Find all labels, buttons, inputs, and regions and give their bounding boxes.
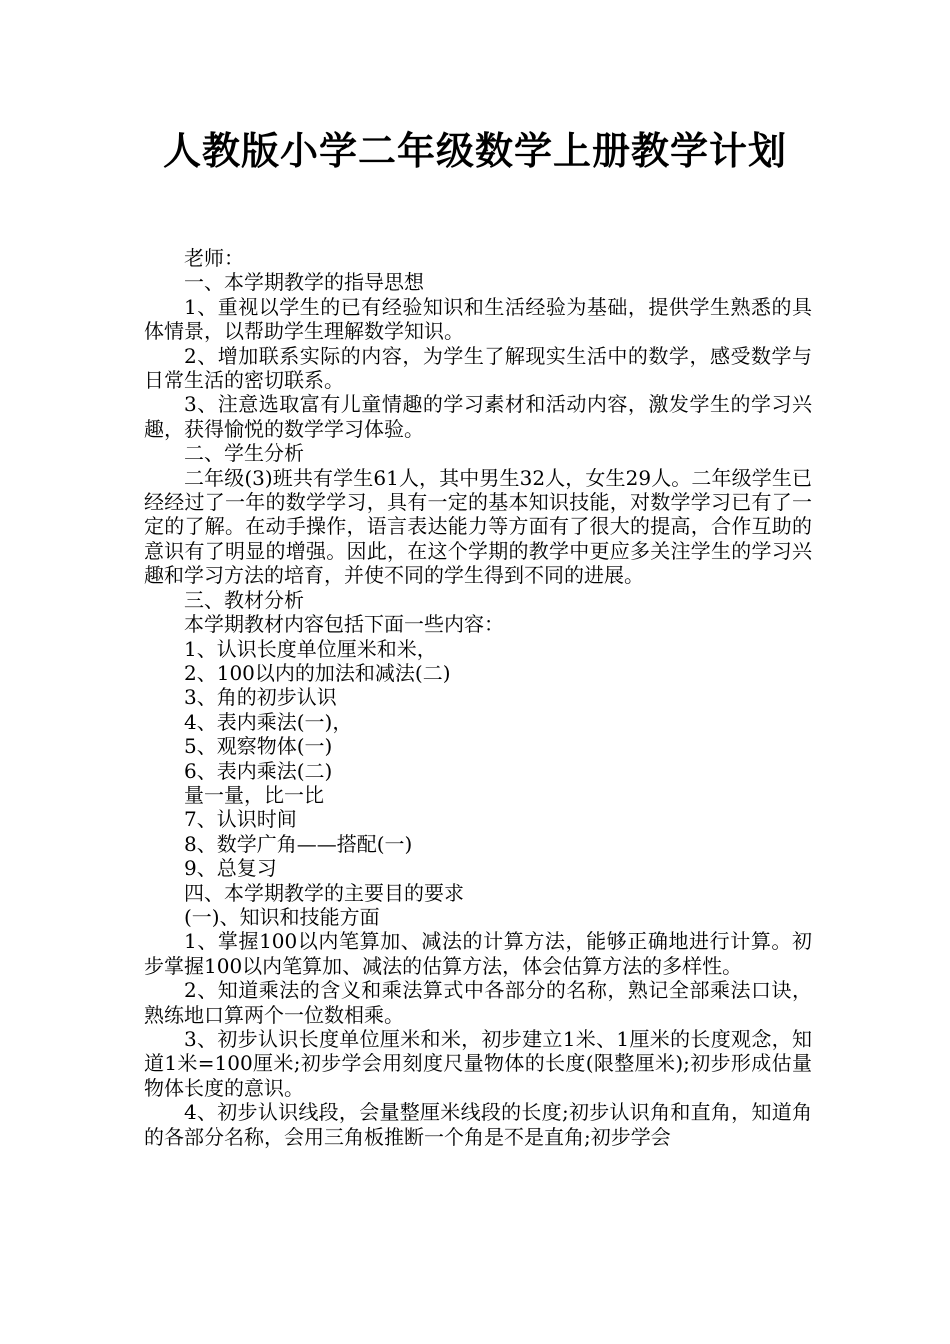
list-item: 9、总复习 (184, 856, 277, 881)
list-item: 4、表内乘法(一)， (184, 709, 353, 734)
list-item: 量一量，比一比 (184, 782, 324, 807)
list-item: 2、100以内的加法和减法(二) (184, 660, 451, 685)
section-heading: 二、学生分析 (184, 441, 304, 466)
body-paragraph: 2、增加联系实际的内容，为学生了解现实生活中的数学，感受数学与日常生活的密切联系。 (144, 343, 812, 393)
body-paragraph: 1、重视以学生的已有经验知识和生活经验为基础，提供学生熟悉的具体情景，以帮助学生理解数学知识。 (144, 294, 812, 344)
subsection-heading: (一)、知识和技能方面 (184, 904, 380, 929)
list-item: 7、认识时间 (184, 807, 297, 832)
section-heading: 四、本学期教学的主要目的要求 (184, 880, 464, 905)
list-item: 5、观察物体(一) (184, 734, 333, 759)
list-item: 1、认识长度单位厘米和米， (184, 636, 437, 661)
body-paragraph: 3、初步认识长度单位厘米和米，初步建立1米、1厘米的长度观念，知道1米=100厘米;初步学会用刻度尺量物体的长度(限整厘米);初步形成估量物体长度的意识。 (144, 1027, 812, 1100)
document-body (144, 246, 812, 1149)
document-title: 人教版小学二年级数学上册教学计划 (162, 128, 787, 173)
body-paragraph: 2、知道乘法的含义和乘法算式中各部分的名称，熟记全部乘法口诀，熟练地口算两个一位数相乘。 (144, 978, 812, 1027)
section-heading: 一、本学期教学的指导思想 (184, 270, 424, 295)
body-paragraph: 二年级(3)班共有学生61人，其中男生32人，女生29人。二年级学生已经经过了一年的数学学习，具有一定的基本知识技能，对数学学习已有了一定的了解。在动手操作，语言表达能力等方面有了很大的提高，合作互助的意识有了明显的增强。因此，在这个学期的教学中更应多关注学生的学习兴趣和学习方法的培育，并使不同的学生得到不同的进展。 (144, 465, 812, 588)
list-item: 8、数学广角——搭配(一) (184, 831, 413, 856)
section-heading: 三、教材分析 (184, 587, 304, 612)
body-paragraph: 3、注意选取富有儿童情趣的学习素材和活动内容，激发学生的学习兴趣，获得愉悦的数学学习体验。 (144, 392, 812, 441)
list-item: 6、表内乘法(二) (184, 758, 333, 783)
body-paragraph: 本学期教材内容包括下面一些内容： (184, 612, 504, 637)
body-paragraph: 4、初步认识线段，会量整厘米线段的长度;初步认识角和直角，知道角的各部分名称，会用三角板推断一个角是不是直角;初步学会 (144, 1100, 812, 1149)
list-item: 3、角的初步认识 (184, 685, 337, 710)
greeting-line: 老师： (184, 246, 244, 270)
body-paragraph: 1、掌握100以内笔算加、减法的计算方法，能够正确地进行计算。初步掌握100以内笔算加、减法的估算方法，体会估算方法的多样性。 (144, 929, 812, 978)
